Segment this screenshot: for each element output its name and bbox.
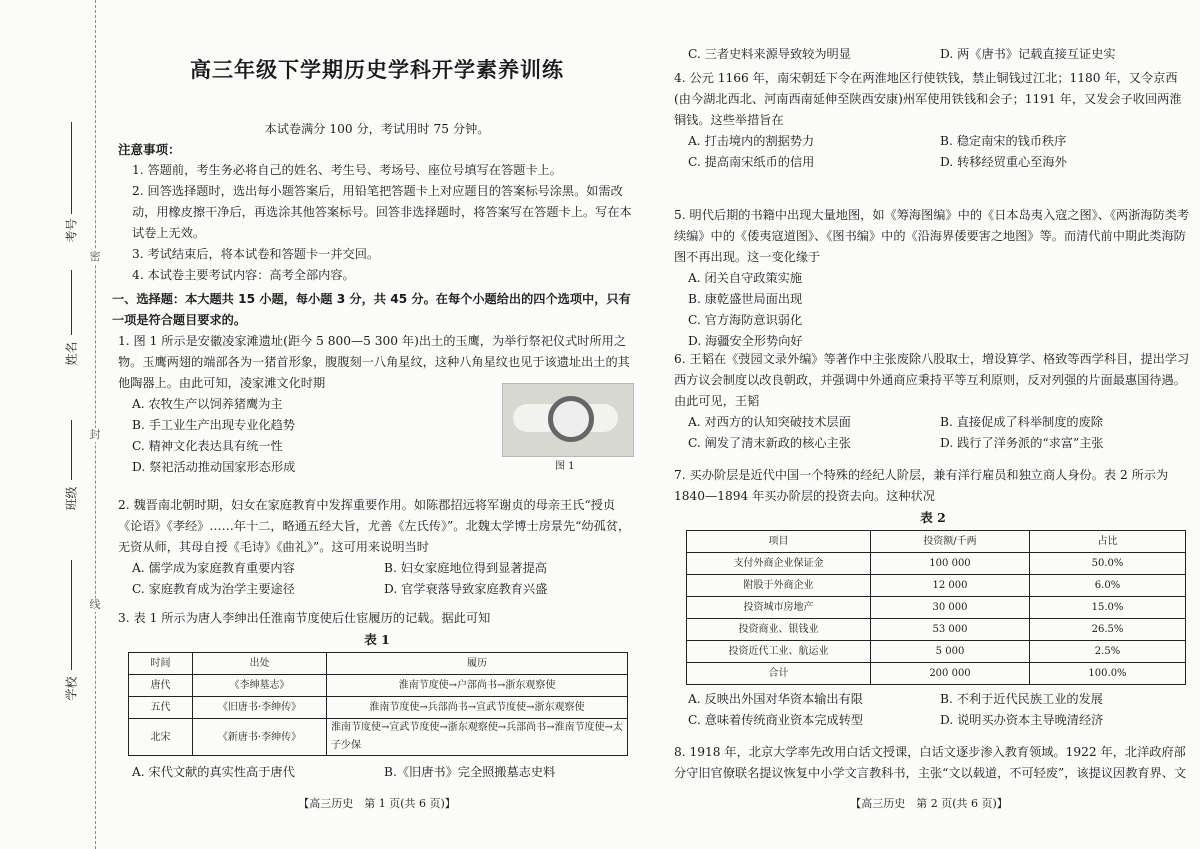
page-1	[112, 0, 642, 849]
table-1	[128, 652, 628, 756]
note-item: 4. 本试卷主要考试内容：高考全部内容。	[132, 268, 355, 282]
question-stem: 6. 王韬在《弢园文录外编》等著作中主张废除八股取士，增设算学、格致等西学科目，提出学习西方议会制度以改良朝政，并强调中外通商应秉持平等互利原则，反对列强的片面最惠国待遇。由此可见，王韬	[674, 352, 1190, 408]
option: C. 官方海防意识弱化	[688, 313, 803, 327]
seal-char: 线	[89, 598, 101, 611]
table-cell: 支付外商企业保证金	[687, 553, 871, 575]
question-5	[674, 205, 1192, 352]
notes-block	[118, 139, 638, 286]
table-cell: 26.5%	[1030, 619, 1186, 641]
table-cell: 《新唐书·李绅传》	[193, 719, 327, 756]
option: C. 精神文化表达具有统一性	[132, 439, 283, 453]
margin-label-school: 学校	[64, 676, 79, 701]
option: A. 儒学成为家庭教育重要内容	[132, 561, 295, 575]
table-cell: 2.5%	[1030, 641, 1186, 663]
table-row	[687, 597, 1186, 619]
question-2	[118, 495, 636, 600]
option: A. 闭关自守政策实施	[688, 271, 803, 285]
table-cell: 《李绅墓志》	[193, 675, 327, 697]
seal-char: 密	[89, 250, 101, 263]
margin-write-line	[71, 560, 72, 670]
question-stem: 3. 表 1 所示为唐人李绅出任淮南节度使后仕宦履历的记载。据此可知	[118, 611, 491, 625]
note-item: 1. 答题前，考生务必将自己的姓名、考生号、考场号、座位号填写在答题卡上。	[132, 163, 562, 177]
table-cell: 投资商业、银钱业	[687, 619, 871, 641]
notes-heading: 注意事项：	[118, 142, 181, 157]
table-cell: 《旧唐书·李绅传》	[193, 697, 327, 719]
note-item: 3. 考试结束后，将本试卷和答题卡一并交回。	[132, 247, 380, 261]
table-cell: 淮南节度使→宣武节度使→浙东观察使→兵部尚书→淮南节度使→太子少保	[327, 719, 628, 756]
option: A. 反映出外国对华资本输出有限	[688, 692, 863, 706]
option: A. 打击境内的割据势力	[688, 134, 815, 148]
table-cell: 附股于外商企业	[687, 575, 871, 597]
option: D. 转移经贸重心至海外	[940, 155, 1067, 169]
question-8	[674, 742, 1192, 784]
page-footer: 【高三历史 第 2 页(共 6 页)】	[850, 797, 1008, 810]
margin-write-line	[71, 270, 72, 335]
table-cell: 15.0%	[1030, 597, 1186, 619]
table-row	[687, 619, 1186, 641]
option: A. 农牧生产以饲养猪鹰为主	[132, 397, 283, 411]
option: B. 不利于近代民族工业的发展	[940, 692, 1103, 706]
exam-subtitle: 本试卷满分 100 分，考试用时 75 分钟。	[264, 122, 490, 136]
table-cell: 100.0%	[1030, 663, 1186, 685]
option: A. 对西方的认知突破技术层面	[688, 415, 851, 429]
seal-line	[95, 0, 96, 849]
option: B.《旧唐书》完全照搬墓志史料	[384, 765, 556, 779]
exam-title: 高三年级下学期历史学科开学素养训练	[190, 58, 564, 82]
question-3-continued	[674, 44, 1192, 65]
option: B. 稳定南宋的钱币秩序	[940, 134, 1067, 148]
option: C. 三者史料来源导致较为明显	[688, 47, 851, 61]
table-header: 项目	[687, 531, 871, 553]
margin-write-line	[71, 122, 72, 214]
option: D. 践行了洋务派的“求富”主张	[940, 436, 1104, 450]
table-caption: 表 1	[364, 632, 390, 647]
option: B. 康乾盛世局面出现	[688, 292, 803, 306]
option: B. 手工业生产出现专业化趋势	[132, 418, 295, 432]
question-3	[118, 608, 636, 783]
page-2	[668, 0, 1190, 849]
table-cell: 五代	[129, 697, 193, 719]
table-cell: 50.0%	[1030, 553, 1186, 575]
table-cell: 200 000	[871, 663, 1030, 685]
table-header: 投资额/千两	[871, 531, 1030, 553]
jade-eagle-figure	[502, 383, 634, 457]
option: B. 妇女家庭地位得到显著提高	[384, 561, 547, 575]
binding-margin	[0, 0, 112, 849]
question-6	[674, 349, 1192, 454]
section-heading: 一、选择题：本大题共 15 小题，每小题 3 分，共 45 分。在每个小题给出的四个选项中，只有一项是符合题目要求的。	[112, 292, 631, 327]
table-header: 履历	[327, 653, 628, 675]
question-stem: 7. 买办阶层是近代中国一个特殊的经纪人阶层，兼有洋行雇员和独立商人身份。表 2 所示为 1840—1894 年买办阶层的投资去向。这种状况	[674, 468, 1169, 503]
table-cell: 淮南节度使→户部尚书→浙东观察使	[327, 675, 628, 697]
table-row	[687, 553, 1186, 575]
table-header: 时间	[129, 653, 193, 675]
option: D. 祭祀活动推动国家形态形成	[132, 460, 296, 474]
option: D. 海疆安全形势向好	[688, 334, 803, 348]
table-row	[687, 641, 1186, 663]
table-cell: 唐代	[129, 675, 193, 697]
question-7	[674, 465, 1192, 731]
question-stem: 4. 公元 1166 年，南宋朝廷下令在两淮地区行使铁钱，禁止铜钱过江北；1180 年，又令京西(由今湖北西北、河南西南延伸至陕西安康)州军使用铁钱和会子；1191 年，又发会子收回两淮铜钱。这些举措旨在	[674, 71, 1182, 127]
margin-write-line	[71, 420, 72, 480]
option: B. 直接促成了科举制度的废除	[940, 415, 1103, 429]
option: C. 提高南宋纸币的信用	[688, 155, 815, 169]
seal-char: 封	[89, 428, 101, 441]
option: A. 宋代文献的真实性高于唐代	[132, 765, 295, 779]
option: D. 两《唐书》记载直接互证史实	[940, 47, 1116, 61]
table-cell: 12 000	[871, 575, 1030, 597]
question-stem: 5. 明代后期的书籍中出现大量地图，如《筹海图编》中的《日本岛夷入寇之图》、《两浙海防类考续编》中的《倭夷寇道图》、《图书编》中的《沿海界倭要害之地图》等。而清代前中期此类海防图不再出现。这一变化缘于	[674, 208, 1190, 264]
question-stem: 1. 图 1 所示是安徽凌家滩遗址(距今 5 800—5 300 年)出土的玉鹰，为举行祭祀仪式时所用之物。玉鹰两翅的端部各为一猪首形象，腹腹刻一八角星纹，这种八角星纹也见于该遗址出土的其他陶器上。由此可知，凌家滩文化时期	[118, 334, 630, 390]
note-item: 2. 回答选择题时，选出每小题答案后，用铅笔把答题卡上对应题目的答案标号涂黑。如需改动，用橡皮擦干净后，再选涂其他答案标号。回答非选择题时，将答案写在答题卡上。写在本试卷上无效。	[132, 184, 632, 240]
option: C. 意味着传统商业资本完成转型	[688, 713, 864, 727]
question-4	[674, 68, 1192, 173]
option: C. 阐发了清末新政的核心主张	[688, 436, 851, 450]
table-cell: 投资城市房地产	[687, 597, 871, 619]
option: D. 说明买办资本主导晚清经济	[940, 713, 1104, 727]
table-cell: 淮南节度使→兵部尚书→宣武节度使→浙东观察使	[327, 697, 628, 719]
table-caption: 表 2	[920, 510, 946, 525]
table-cell: 100 000	[871, 553, 1030, 575]
table-cell: 6.0%	[1030, 575, 1186, 597]
margin-label-exam-no: 考号	[64, 218, 79, 243]
figure-label: 图 1	[555, 461, 575, 472]
question-stem: 8. 1918 年，北京大学率先改用白话文授课，白话文逐步渗入教育领域。1922 年，北洋政府部分守旧官僚联名提议恢复中小学文言教科书，主张“文以载道，不可轻废”，该提议因教育界、文	[674, 745, 1187, 780]
option: C. 家庭教育成为治学主要途径	[132, 582, 295, 596]
table-header: 出处	[193, 653, 327, 675]
table-cell: 30 000	[871, 597, 1030, 619]
table-cell: 5 000	[871, 641, 1030, 663]
table-row	[129, 675, 628, 697]
margin-label-name: 姓名	[64, 341, 79, 366]
table-cell: 投资近代工业、航运业	[687, 641, 871, 663]
margin-label-class: 班级	[64, 486, 79, 511]
table-cell: 北宋	[129, 719, 193, 756]
table-cell: 53 000	[871, 619, 1030, 641]
page-footer: 【高三历史 第 1 页(共 6 页)】	[298, 797, 456, 810]
table-cell: 合计	[687, 663, 871, 685]
table-row	[687, 575, 1186, 597]
table-2	[686, 530, 1186, 685]
table-row	[687, 663, 1186, 685]
table-row	[129, 697, 628, 719]
table-row	[129, 719, 628, 756]
table-header: 占比	[1030, 531, 1186, 553]
question-stem: 2. 魏晋南北朝时期，妇女在家庭教育中发挥重要作用。如陈郡招远将军谢贞的母亲王氏“授贞《论语》《孝经》……年十二，略通五经大旨，尤善《左氏传》”。北魏太学博士房景先“幼孤贫，无资从师，其母自授《毛诗》《曲礼》”。这可用来说明当时	[118, 498, 631, 554]
option: D. 官学衰落导致家庭教育兴盛	[384, 582, 548, 596]
